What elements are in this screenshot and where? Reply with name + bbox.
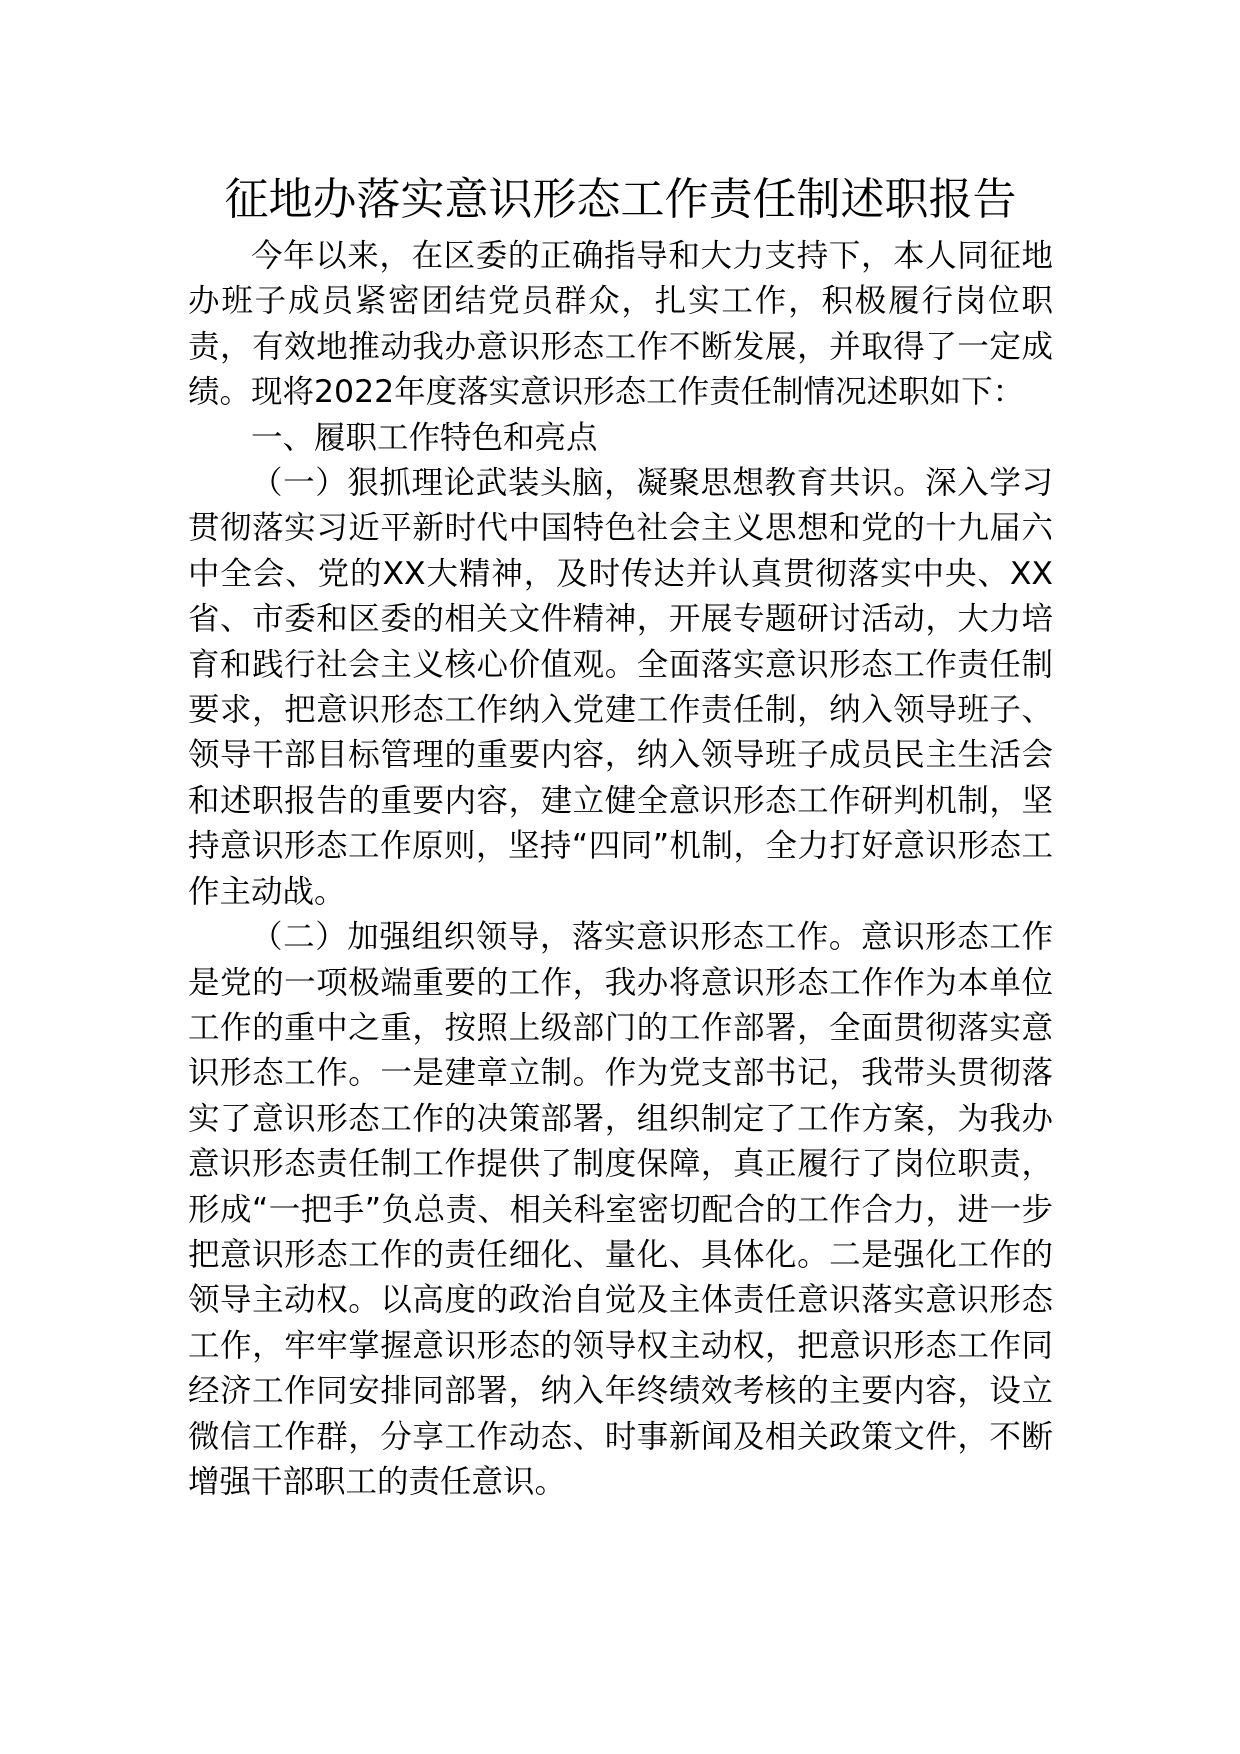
section-paragraph-1: （一）狠抓理论武装头脑，凝聚思想教育共识。深入学习贯彻落实习近平新时代中国特色社会主义思想和党的十九届六中全会、党的XX大精神，及时传达并认真贯彻落实中央、XX省、市委和区委的相关文件精神，开展专题研讨活动，大力培育和践行社会主义核心价值观。全面落实意识形态工作责任制要求，把意识形态工作纳入党建工作责任制，纳入领导班子、领导干部目标管理的重要内容，纳入领导班子成员民主生活会和述职报告的重要内容，建立健全意识形态工作研判机制，坚持意识形态工作原则，坚持“四同”机制，全力打好意识形态工作主动战。 bbox=[188, 465, 1053, 910]
section-paragraph-2: （二）加强组织领导，落实意识形态工作。意识形态工作是党的一项极端重要的工作，我办将意识形态工作作为本单位工作的重中之重，按照上级部门的工作部署，全面贯彻落实意识形态工作。一是建章立制。作为党支部书记，我带头贯彻落实了意识形态工作的决策部署，组织制定了工作方案，为我办意识形态责任制工作提供了制度保障，真正履行了岗位职责，形成“一把手”负总责、相关科室密切配合的工作合力，进一步把意识形态工作的责任细化、量化、具体化。二是强化工作的领导主动权。以高度的政治自觉及主体责任意识落实意识形态工作，牢牢掌握意识形态的领导权主动权，把意识形态工作同经济工作同安排同部署，纳入年终绩效考核的主要内容，设立微信工作群，分享工作动态、时事新闻及相关政策文件，不断增强干部职工的责任意识。 bbox=[188, 919, 1053, 1500]
document-title: 征地办落实意识形态工作责任制述职报告 bbox=[224, 174, 1017, 225]
document-body bbox=[188, 170, 1053, 1505]
intro-paragraph: 今年以来，在区委的正确指导和大力支持下，本人同征地办班子成员紧密团结党员群众，扎实工作，积极履行岗位职责，有效地推动我办意识形态工作不断发展，并取得了一定成绩。现将2022年度落实意识形态工作责任制情况述职如下： bbox=[188, 238, 1053, 411]
section-heading: 一、履职工作特色和亮点 bbox=[251, 419, 598, 456]
